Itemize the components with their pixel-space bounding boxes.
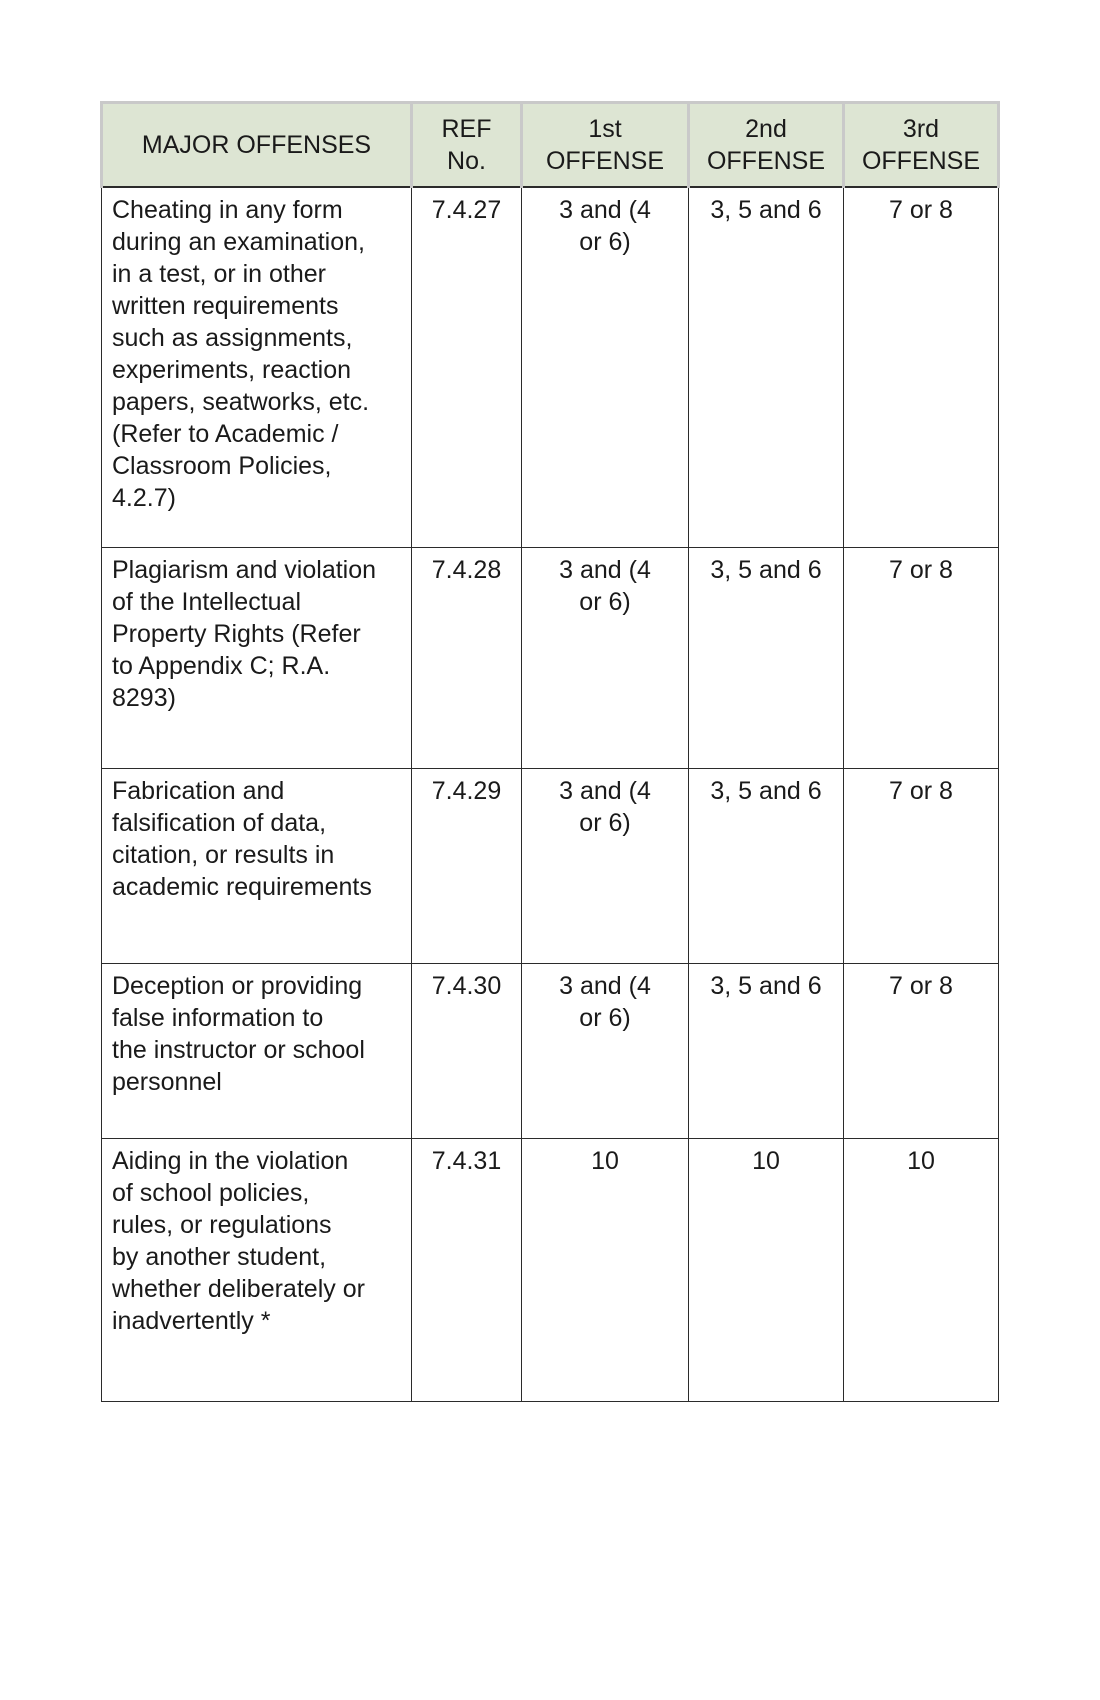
- offense-line: personnel: [112, 1068, 222, 1096]
- first-offense-line: 10: [591, 1147, 619, 1175]
- third-offense-cell: 10: [844, 1139, 999, 1402]
- offense-line: citation, or results in: [112, 841, 335, 869]
- third-offense-cell: 7 or 8: [844, 187, 999, 548]
- offense-line: Aiding in the violation: [112, 1147, 349, 1175]
- first-offense-line: or 6): [579, 228, 631, 256]
- offense-line: falsification of data,: [112, 809, 327, 837]
- header-third-offense: [844, 103, 999, 188]
- offense-line: Classroom Policies,: [112, 452, 332, 480]
- first-offense-cell: [522, 964, 689, 1139]
- offense-line: papers, seatworks, etc.: [112, 388, 370, 416]
- offense-line: written requirements: [112, 292, 339, 320]
- offense-description-cell: [102, 1139, 412, 1402]
- offense-description-cell: [102, 769, 412, 964]
- offense-line: inadvertently *: [112, 1307, 271, 1335]
- header-first-offense: [522, 103, 689, 188]
- header-line: No.: [447, 147, 486, 175]
- offense-line: Plagiarism and violation: [112, 556, 377, 584]
- table-row: [102, 769, 999, 964]
- ref-no-cell: 7.4.30: [412, 964, 522, 1139]
- offense-line: to Appendix C; R.A.: [112, 652, 331, 680]
- offense-line: in a test, or in other: [112, 260, 327, 288]
- offense-line: (Refer to Academic /: [112, 420, 339, 448]
- header-line: OFFENSE: [706, 147, 826, 175]
- offense-description-cell: [102, 964, 412, 1139]
- offense-line: Deception or providing: [112, 972, 363, 1000]
- offense-line: of the Intellectual: [112, 588, 302, 616]
- offense-line: such as assignments,: [112, 324, 353, 352]
- second-offense-cell: 3, 5 and 6: [689, 964, 844, 1139]
- table-row: [102, 964, 999, 1139]
- header-ref-no: [412, 103, 522, 188]
- header-major-offenses: [102, 103, 412, 188]
- first-offense-line: or 6): [579, 588, 631, 616]
- third-offense-cell: 7 or 8: [844, 964, 999, 1139]
- table-header: [102, 103, 999, 188]
- header-line: REF: [441, 115, 492, 143]
- second-offense-cell: 3, 5 and 6: [689, 548, 844, 769]
- offense-line: 4.2.7): [112, 484, 176, 512]
- table-row: [102, 548, 999, 769]
- first-offense-line: or 6): [579, 1004, 631, 1032]
- table-row: [102, 187, 999, 548]
- offense-line: during an examination,: [112, 228, 365, 256]
- header-line: 2nd: [745, 115, 787, 143]
- first-offense-line: 3 and (4: [559, 196, 651, 224]
- first-offense-line: 3 and (4: [559, 972, 651, 1000]
- first-offense-line: 3 and (4: [559, 777, 651, 805]
- header-second-offense: [689, 103, 844, 188]
- ref-no-cell: 7.4.27: [412, 187, 522, 548]
- ref-no-cell: 7.4.28: [412, 548, 522, 769]
- third-offense-cell: 7 or 8: [844, 769, 999, 964]
- header-line: 3rd: [902, 115, 940, 143]
- offense-line: rules, or regulations: [112, 1211, 332, 1239]
- offense-line: of school policies,: [112, 1179, 310, 1207]
- first-offense-line: or 6): [579, 809, 631, 837]
- first-offense-cell: [522, 548, 689, 769]
- offense-line: false information to: [112, 1004, 324, 1032]
- first-offense-cell: [522, 1139, 689, 1402]
- table-body: [102, 187, 999, 1402]
- offense-line: the instructor or school: [112, 1036, 365, 1064]
- second-offense-cell: 10: [689, 1139, 844, 1402]
- offense-line: whether deliberately or: [112, 1275, 365, 1303]
- first-offense-cell: [522, 187, 689, 548]
- first-offense-line: 3 and (4: [559, 556, 651, 584]
- offense-line: Fabrication and: [112, 777, 285, 805]
- offense-line: Cheating in any form: [112, 196, 343, 224]
- offense-line: by another student,: [112, 1243, 327, 1271]
- header-line: MAJOR OFFENSES: [141, 131, 372, 159]
- offense-line: experiments, reaction: [112, 356, 352, 384]
- ref-no-cell: 7.4.29: [412, 769, 522, 964]
- offense-description-cell: [102, 187, 412, 548]
- header-row: [102, 103, 999, 188]
- offense-line: Property Rights (Refer: [112, 620, 361, 648]
- major-offenses-table: [100, 101, 1000, 1402]
- third-offense-cell: 7 or 8: [844, 548, 999, 769]
- offense-description-cell: [102, 548, 412, 769]
- header-line: 1st: [588, 115, 622, 143]
- offense-line: 8293): [112, 684, 176, 712]
- second-offense-cell: 3, 5 and 6: [689, 769, 844, 964]
- offense-line: academic requirements: [112, 873, 372, 901]
- second-offense-cell: 3, 5 and 6: [689, 187, 844, 548]
- first-offense-cell: [522, 769, 689, 964]
- table-row: [102, 1139, 999, 1402]
- header-line: OFFENSE: [861, 147, 981, 175]
- header-line: OFFENSE: [545, 147, 665, 175]
- ref-no-cell: 7.4.31: [412, 1139, 522, 1402]
